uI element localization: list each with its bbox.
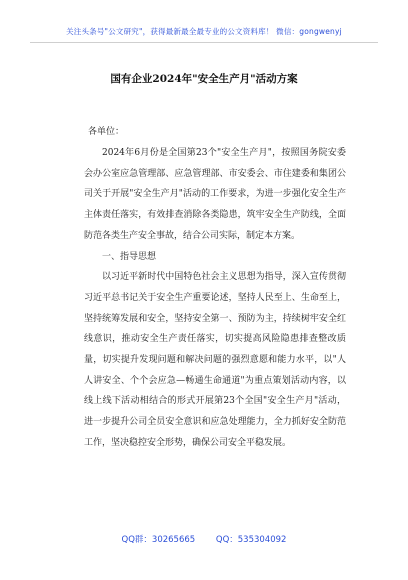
document-body xyxy=(84,143,346,454)
header-divider xyxy=(30,42,378,43)
footer-qq-group: QQ群：30265665 xyxy=(121,535,196,545)
footer-qq: QQ：535304092 xyxy=(215,535,287,545)
paragraph-guiding-ideology: 以习近平新时代中国特色社会主义思想为指导，深入宣传贯彻习近平总书记关于安全生产重要论述，坚持人民至上、生命至上，坚持统筹发展和安全，坚持安全第一、预防为主，持续树牢安全红线意识，推动安全生产责任落实，切实提高风险隐患排查整改质量，切实提升发现问题和解决问题的强烈意愿和能力水平，以"人人讲安全、个个会应急—畅通生命通道"为重点策划活动内容，以线上线下活动相结合的形式开展第23个全国"安全生产月"活动，进一步提升公司全员安全意识和应急处理能力，全力抓好安全防范工作，坚决稳控安全形势，确保公司安全平稳发展。 xyxy=(84,272,346,448)
header-promo-note: 关注头条号"公文研究"，获得最新最全最专业的公文资料库！ 微信：gongwenyj xyxy=(66,27,342,36)
footer-contact xyxy=(0,533,408,545)
section-heading-guiding-ideology: 一、指导思想 xyxy=(102,251,157,262)
document-title: 国有企业2024年"安全生产月"活动方案 xyxy=(110,73,298,85)
paragraph-intro: 2024年6月份是全国第23个"安全生产月"，按照国务院安委会办公室应急管理部、应急管理部、市安委会、市住建委和集团公司关于开展"安全生产月"活动的工作要求，为进一步强化安全生产主体责任落实，有效排查消除各类隐患，筑牢安全生产防线，全面防范各类生产安全事故，结合公司实际，制定本方案。 xyxy=(84,148,346,241)
salutation: 各单位： xyxy=(88,127,125,137)
